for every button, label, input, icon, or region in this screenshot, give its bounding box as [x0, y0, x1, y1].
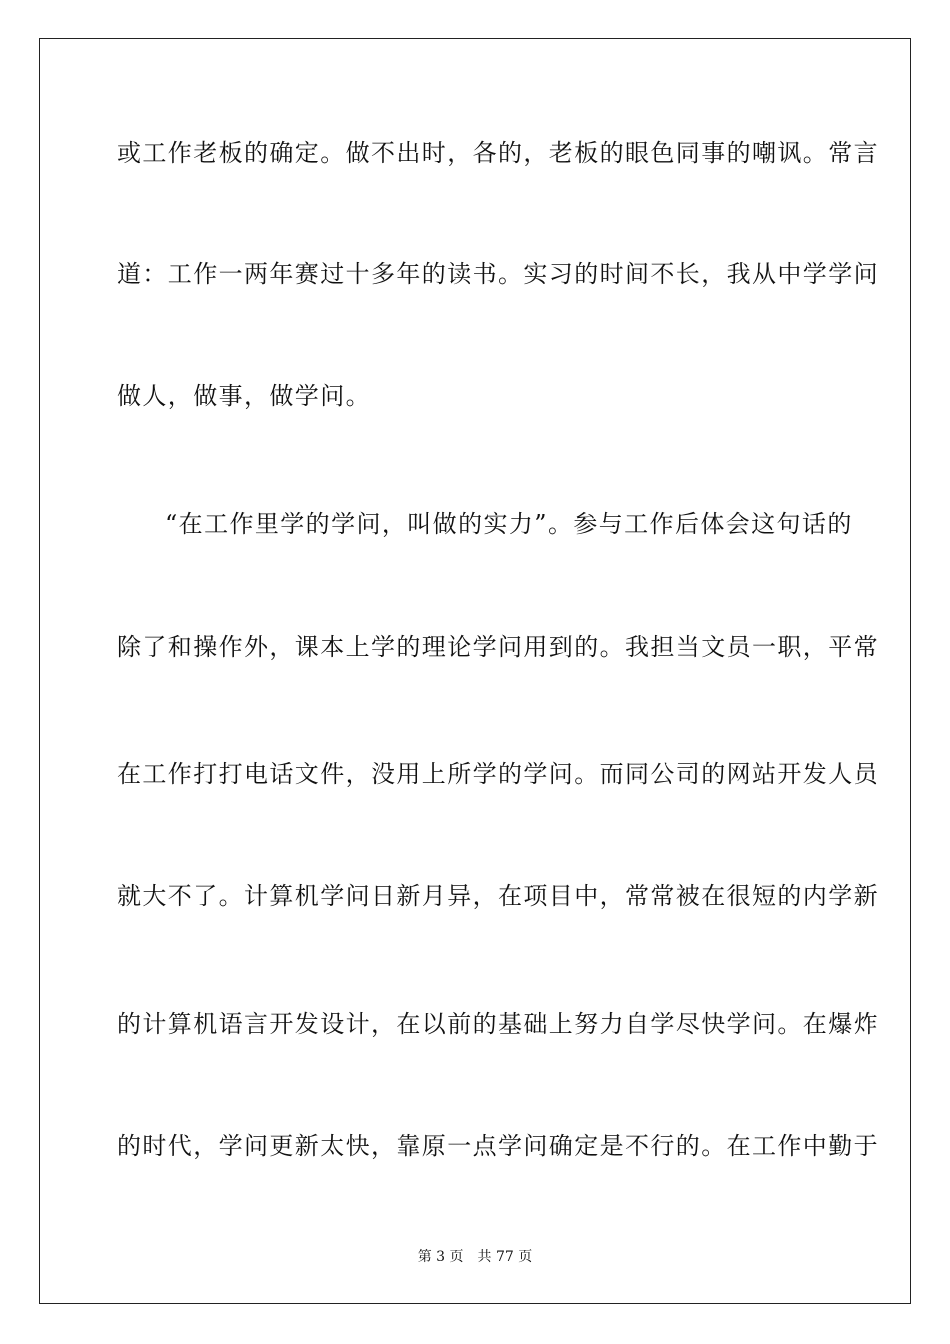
- text-line-8: 的计算机语言开发设计，在以前的基础上努力自学尽快学问。在爆炸: [117, 1010, 879, 1038]
- page-footer: [0, 1247, 950, 1267]
- text-line-1: 或工作老板的确定。做不出时，各的，老板的眼色同事的嘲讽。常言: [117, 139, 879, 167]
- text-line-3: 做人，做事，做学问。: [117, 382, 371, 410]
- text-line-7: 就大不了。计算机学问日新月异，在项目中，常常被在很短的内学新: [117, 882, 879, 910]
- page-total: 共 77 页: [477, 1249, 533, 1265]
- page-border: [39, 38, 911, 1304]
- text-line-9: 的时代，学问更新太快，靠原一点学问确定是不行的。在工作中勤于: [117, 1132, 879, 1160]
- page-number: 第 3 页: [417, 1249, 464, 1265]
- text-line-5: 除了和操作外，课本上学的理论学问用到的。我担当文员一职，平常: [117, 633, 879, 661]
- text-line-6: 在工作打打电话文件，没用上所学的学问。而同公司的网站开发人员: [117, 760, 879, 788]
- text-line-2: 道：工作一两年赛过十多年的读书。实习的时间不长，我从中学学问: [117, 260, 879, 288]
- text-line-4-indented: “在工作里学的学问，叫做的实力”。参与工作后体会这句话的: [165, 510, 853, 538]
